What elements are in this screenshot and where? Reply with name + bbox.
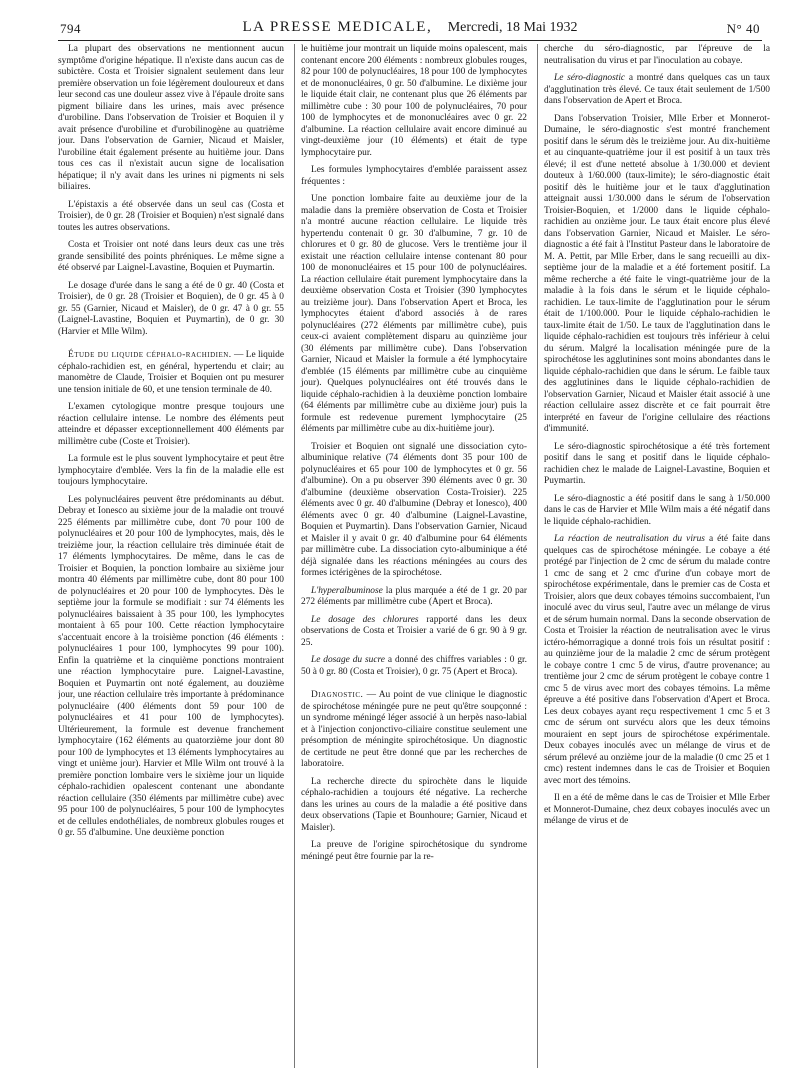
paragraph-text: Il en a été de même dans le cas de Troisier et Mlle Erber et Monnerot-Dumaine, chez deux cobayes inoculés avec un mélange de virus et de <box>544 793 770 826</box>
paragraph <box>301 690 527 771</box>
paragraph <box>301 44 527 159</box>
paragraph <box>301 777 527 835</box>
paragraph-text: le huitième jour montrait un liquide moins opalescent, mais contenant encore 200 éléments : nombreux globules rouges, 82 pour 100 de polynucléaires, 18 pour 100 de lymphocytes et de mononucléaires, 0 gr. 50 d'albumine. Le dixième jour le liquide était clair, ne contenant plus que 26 éléments par millimètre cube : 30 pour 100 de polynucléaires, 70 pour 100 de lymphocytes et de mononucléaires avec 0 gr. 22 d'albumine. La réaction cellulaire avait encore diminué au vingt-deuxième jour (10 éléments) et était de type lymphocytaire pur. <box>301 44 527 158</box>
paragraph <box>58 402 284 448</box>
paragraph <box>58 44 284 194</box>
section-heading: Étude du liquide céphalo-rachidien. <box>68 350 232 360</box>
paragraph-text: Les formules lymphocytaires d'emblée paraissent assez fréquentes : <box>301 165 527 187</box>
paragraph-text: a montré dans quelques cas un taux d'agglutination très élevé. Ce taux était seulement de 1/500 dans l'observation de Apert et Broca. <box>544 73 770 106</box>
paragraph-text: Le séro-diagnostic spirochétosique a été très fortement positif dans le sang et positif dans le liquide céphalo-rachidien chez le malade de Laignel-Lavastine, Boquien et Puymartin. <box>544 441 770 486</box>
italic-lead: L'hyperalbuminose <box>311 585 383 596</box>
paragraph <box>301 586 527 609</box>
paragraph-text: La recherche directe du spirochète dans le liquide céphalo-rachidien a toujours été négative. La recherche dans les urines au cours de la maladie a été positive dans deux observations (Tapie et Bounhoure; Garnier, Nicaud et Maisler). <box>301 776 527 833</box>
paragraph <box>301 194 527 436</box>
paragraph <box>58 454 284 489</box>
italic-lead: La réaction de neutralisation du virus <box>554 534 705 544</box>
paragraph <box>58 350 284 396</box>
paragraph-text: rapporté dans les deux observations de Costa et Troisier a varié de 6 gr. 90 à 9 gr. 25. <box>301 614 527 648</box>
italic-lead: Le dosage des chlorures <box>311 614 419 625</box>
paragraph-text: Le dosage d'urée dans le sang a été de 0 gr. 40 (Costa et Troisier), de 0 gr. 28 (Troisier et Boquien), de 0 gr. 45 à 0 gr. 55 (Garnier, Nicaud et Maisler), de 0 gr. 47 à 0 gr. 55 (Laignel-Lavastine, Boquien et Puymartin), de 0 gr. 30 (Harvier et Mlle Wilm). <box>58 280 284 337</box>
paragraph-text: cherche du séro-diagnostic, par l'épreuve de la neutralisation du virus et par l'inoculation au cobaye. <box>544 44 770 66</box>
paragraph <box>544 442 770 488</box>
paragraph <box>544 793 770 828</box>
italic-lead: Le dosage du sucre <box>311 655 385 665</box>
paragraph-text: a donné des chiffres variables : 0 gr. 50 à 0 gr. 80 (Costa et Troisier), 0 gr. 75 (Apert et Broca). <box>301 655 527 677</box>
paragraph-text: la plus marquée a été de 1 gr. 20 par 272 éléments par millimètre cube (Apert et Broca). <box>301 585 527 607</box>
text-column-left <box>58 44 284 1068</box>
issue-date: Mercredi, 18 Mai 1932 <box>447 20 578 35</box>
page-number: 794 <box>60 21 81 36</box>
paragraph <box>544 114 770 436</box>
paragraph <box>544 494 770 529</box>
paragraph-text: La formule est le plus souvent lymphocytaire et peut être lymphocytaire d'emblée. Vers la fin de la maladie elle est toujours lymphocytaire. <box>58 454 284 487</box>
paragraph-text: Dans l'observation Troisier, Mlle Erber et Monnerot-Dumaine, le séro-diagnostic s'est montré franchement positif dans le sérum dès le treizième jour. Au dix-huitième et au cinquante-quatrième jour il est positif à un taux très élevé; il est d'une netteté absolue à 1/30.000 et devient douteux à 1/60.000 (taux-limite); le séro-diagnostic était positif dès le huitième jour et le taux d'agglutination atteignait aussi 1/30.000 dans le sérum de l'observation Troisier-Boquien, et 1/2000 dans le liquide céphalo-rachidien au onzième jour. Le taux était encore plus élevé dans l'observation Garnier, Nicaud et Maisler. Le séro-diagnostic a été fait à l'Institut Pasteur dans le laboratoire de M. A. Pettit, par Mlle Erber, dans le sang recueilli au dix-septième jour de la maladie et a été fortement positif. La même recherche a été faite le vingt-quatrième jour de la maladie à la fois dans le sérum et le liquide céphalo-rachidien. Le taux-limite de l'agglutination pour le sérum était de 1/100.000. Pour le liquide céphalo-rachidien le taux-limite était de 1/50. Le taux de l'agglutination dans le liquide céphalo-rachidien est toujours très inférieur à celui du sérum. Malgré la localisation méningée pure de la spirochétose les agglutinines sont moins abondantes dans le liquide céphalo-rachidien que dans le sérum. Le faible taux des agglutinines dans le liquide céphalo-rachidien de l'observation Garnier, Nicaud et Maisler était associé à une réaction cellulaire assez discrète et ce fait pourrait être interprété en faveur de l'origine cellulaire des réactions d'immunité. <box>544 113 770 434</box>
paragraph <box>58 281 284 339</box>
paragraph-text: L'examen cytologique montre presque toujours une réaction cellulaire intense. Le nombre des éléments peut atteindre et dépasser exceptionnellement 400 éléments par millimètre cube (Coste et Troisier). <box>58 402 284 447</box>
paragraph <box>544 73 770 108</box>
paragraph-text: Troisier et Boquien ont signalé une dissociation cyto-albuminique relative (74 éléments dont 35 pour 100 de polynucléaires et 65 pour 100 de lymphocytes et 0 gr. 56 d'albumine). On a pu observer 390 éléments avec 0 gr. 30 d'albumine (deuxième observation Costa-Troisier). 225 éléments avec 0 gr. 40 d'albumine (Debray et Ionesco), 400 éléments avec 0 gr. 40 d'albumine (Laignel-Lavastine, Boquien et Puymartin). Dans l'observation Garnier, Nicaud et Maisler il y avait 0 gr. 40 d'albumine pour 64 éléments par millimètre cube. La dissociation cyto-albuminique a été déjà signalée dans les réactions méningées au cours des formes ictérigènes de la spirochétose. <box>301 441 527 578</box>
paragraph-text: — Le liquide céphalo-rachidien est, en général, hypertendu et clair; au manomètre de Claude, Troisier et Boquien ont pu mesurer une tension initiale de 60, et une tension terminale de 40. <box>58 350 284 395</box>
page-header <box>58 18 762 41</box>
paragraph-text: Une ponction lombaire faite au deuxième jour de la maladie dans la première observation de Costa et Troisier n'a montré aucune réaction cellulaire. Le liquide très hypertendu contenait 0 gr. 30 d'albumine, 7 gr. 10 de chlorures et 0 gr. 80 de glucose. Vers le trentième jour il existait une réaction cellulaire intense contenant 80 pour 100 de mononucléaires et 15 pour 100 de polynucléaires. La réaction cellulaire était purement lymphocytaire dans la deuxième observation Costa et Troisier (390 lymphocytes au treizième jour). Dans l'observation Apert et Broca, les lymphocytes étaient d'abord associés à de rares polynucléaires (272 éléments par millimètre cube), puis ceux-ci avaient complètement disparu au quinzième jour (30 éléments par millimètre cube). Dans l'observation Garnier, Nicaud et Maisler la formule a été lymphocytaire d'emblée (15 éléments par millimètre cube au cinquième jour). Quelques polynucléaires ont été trouvés dans le liquide céphalo-rachidien à la deuxième ponction lombaire (64 éléments par millimètre cube au dixième jour) puis la formule est redevenue purement lymphocytaire (25 éléments par millimètre cube au dix-huitième jour). <box>301 194 527 434</box>
paragraph <box>58 495 284 840</box>
paragraph <box>301 442 527 580</box>
paragraph <box>301 615 527 650</box>
text-column-middle <box>294 44 527 1068</box>
paragraph <box>301 655 527 678</box>
paragraph <box>58 200 284 235</box>
text-column-right <box>537 44 770 1068</box>
paragraph-text: L'épistaxis a été observée dans un seul cas (Costa et Troisier), de 0 gr. 28 (Troisier et Boquien) n'est signalé dans toutes les autres observations. <box>58 199 284 233</box>
journal-title: LA PRESSE MEDICALE, <box>242 19 433 35</box>
paragraph-text: — Au point de vue clinique le diagnostic de spirochétose méningée pure ne peut qu'être soupçonné : un syndrome méningé léger associé à un herpès naso-labial et à l'injection conjonctivo-ciliaire constitue seulement une présomption de méningite spirochétosique. Un diagnostic de certitude ne peut être donné que par les recherches de laboratoire. <box>301 690 527 769</box>
paragraph-text: La plupart des observations ne mentionnent aucun symptôme d'origine hépatique. Il n'existe dans aucun cas de subictère. Costa et Troisier signalent seulement dans leur première observation un foie légèrement douloureux et dans leur second cas une douleur assez vive à l'épaule droite sans pigment biliaire dans les urines, mais avec présence d'urobiline. Dans l'observation de Troisier et Boquien il y avait présence d'urobiline et d'urobilinogène au quatrième jour. Dans l'observation de Garnier, Nicaud et Maisler, l'urobiline était également présente au huitième jour. Dans tous ces cas il n'existait aucun signe de localisation hépatique; il n'y avait dans les urines ni pigments ni sels biliaires. <box>58 44 284 192</box>
paragraph-text: Costa et Troisier ont noté dans leurs deux cas une très grande sensibilité des points phréniques. Le même signe a été observé par Laignel-Lavastine, Boquien et Puymartin. <box>58 240 284 273</box>
paragraph <box>58 240 284 275</box>
section-heading: Diagnostic. <box>311 690 364 700</box>
paragraph <box>544 534 770 787</box>
italic-lead: Le séro-diagnostic <box>554 73 626 83</box>
issue-number: N° 40 <box>726 21 760 36</box>
article-columns <box>58 44 770 1068</box>
paragraph-text: La preuve de l'origine spirochétosique du syndrome méningé peut être fournie par la re- <box>301 840 527 862</box>
paragraph-text: Le séro-diagnostic a été positif dans le sang à 1/50.000 dans le cas de Harvier et Mlle Wilm mais a été négatif dans le liquide céphalo-rachidien. <box>544 493 770 527</box>
paragraph-text: a été faite dans quelques cas de spirochétose méningée. Le cobaye a été protégé par l'injection de 2 cmc de sérum du malade contre 1 cmc de sang et 2 cmc d'urine d'un cobaye mort de spirochétose expérimentale, dans le premier cas de Costa et Troisier, alors que deux cobayes témoins succombaient, l'un inoculé avec du virus seul, l'autre avec un mélange de virus et de sérum humain normal. Dans la seconde observation de Costa et Troisier la réaction de neutralisation avec le virus ictéro-hémorragique a donné trois fois un résultat positif : au quinzième jour de la maladie 2 cmc de sérum protègent le cobaye contre 1 cmc 5 de virus, d'autre provenance; au trentième jour 2 cmc de sérum protègent le cobaye contre 1 cmc 5 de virus avec mort des cobayes témoins. La même épreuve a été positive dans l'observation d'Apert et Broca. Les deux cobayes ayant reçu respectivement 1 cmc 5 et 3 cmc de sérum ont survécu alors que les deux témoins mouraient en sept jours de spirochétose expérimentale. Deux cobayes inoculés avec un mélange de virus et de sérum prélevé au onzième jour de la maladie (0 cmc 25 et 1 cmc) restent indemnes dans le cas de Troisier et Boquien avec mort des témoins. <box>544 534 770 786</box>
masthead <box>58 19 762 36</box>
paragraph <box>301 165 527 188</box>
paragraph <box>301 840 527 863</box>
paragraph <box>544 44 770 67</box>
paragraph-text: Les polynucléaires peuvent être prédominants au début. Debray et Ionesco au sixième jour de la maladie ont trouvé 225 éléments par millimètre cube, dont 70 pour 100 de polynucléaires et 20 pour 100 de lymphocytes, mais, dès le treizième jour, la réaction cellulaire très diminuée était de 17 éléments lymphocytaires. De même, dans le cas de Troisier et Boquien, la ponction lombaire au sixième jour montra 40 éléments par millimètre cube, dont 80 pour 100 de polynucléaires et 20 pour 100 de lymphocytes. Dès le septième jour la formule se modifiait : sur 74 éléments les polynucléaires baissaient à 35 pour 100, les lymphocytes montaient à 65 pour 100. Cette réaction lymphocytaire s'accentuait encore à la troisième ponction (46 éléments : polynucléaires 1 pour 100, lymphocytes 99 pour 100). Enfin la quatrième et la cinquième ponctions montraient une réaction lymphocytaire pure. Laignel-Lavastine, Boquien et Puymartin ont noté également, au douzième jour, une réaction cellulaire très importante à prédominance polynucléaire (400 éléments dont 59 pour 100 de polynucléaires et 41 pour 100 de lymphocytes). Ultérieurement, la formule est devenue franchement lymphocytaire (162 éléments au quatorzième jour dont 80 pour 100 de lymphocytes et 13 éléments lymphocytaires au vingt et unième jour). Harvier et Mlle Wilm ont trouvé à la première ponction lombaire vers le sixième jour un liquide céphalo-rachidien opalescent contenant une abondante réaction cellulaire (350 éléments par millimètre cube) avec 95 pour 100 de polynucléaires, 5 pour 100 de lymphocytes et de cellules endothéliales, de nombreux globules rouges et 0 gr. 55 d'albumine. Une deuxième ponction <box>58 494 284 838</box>
